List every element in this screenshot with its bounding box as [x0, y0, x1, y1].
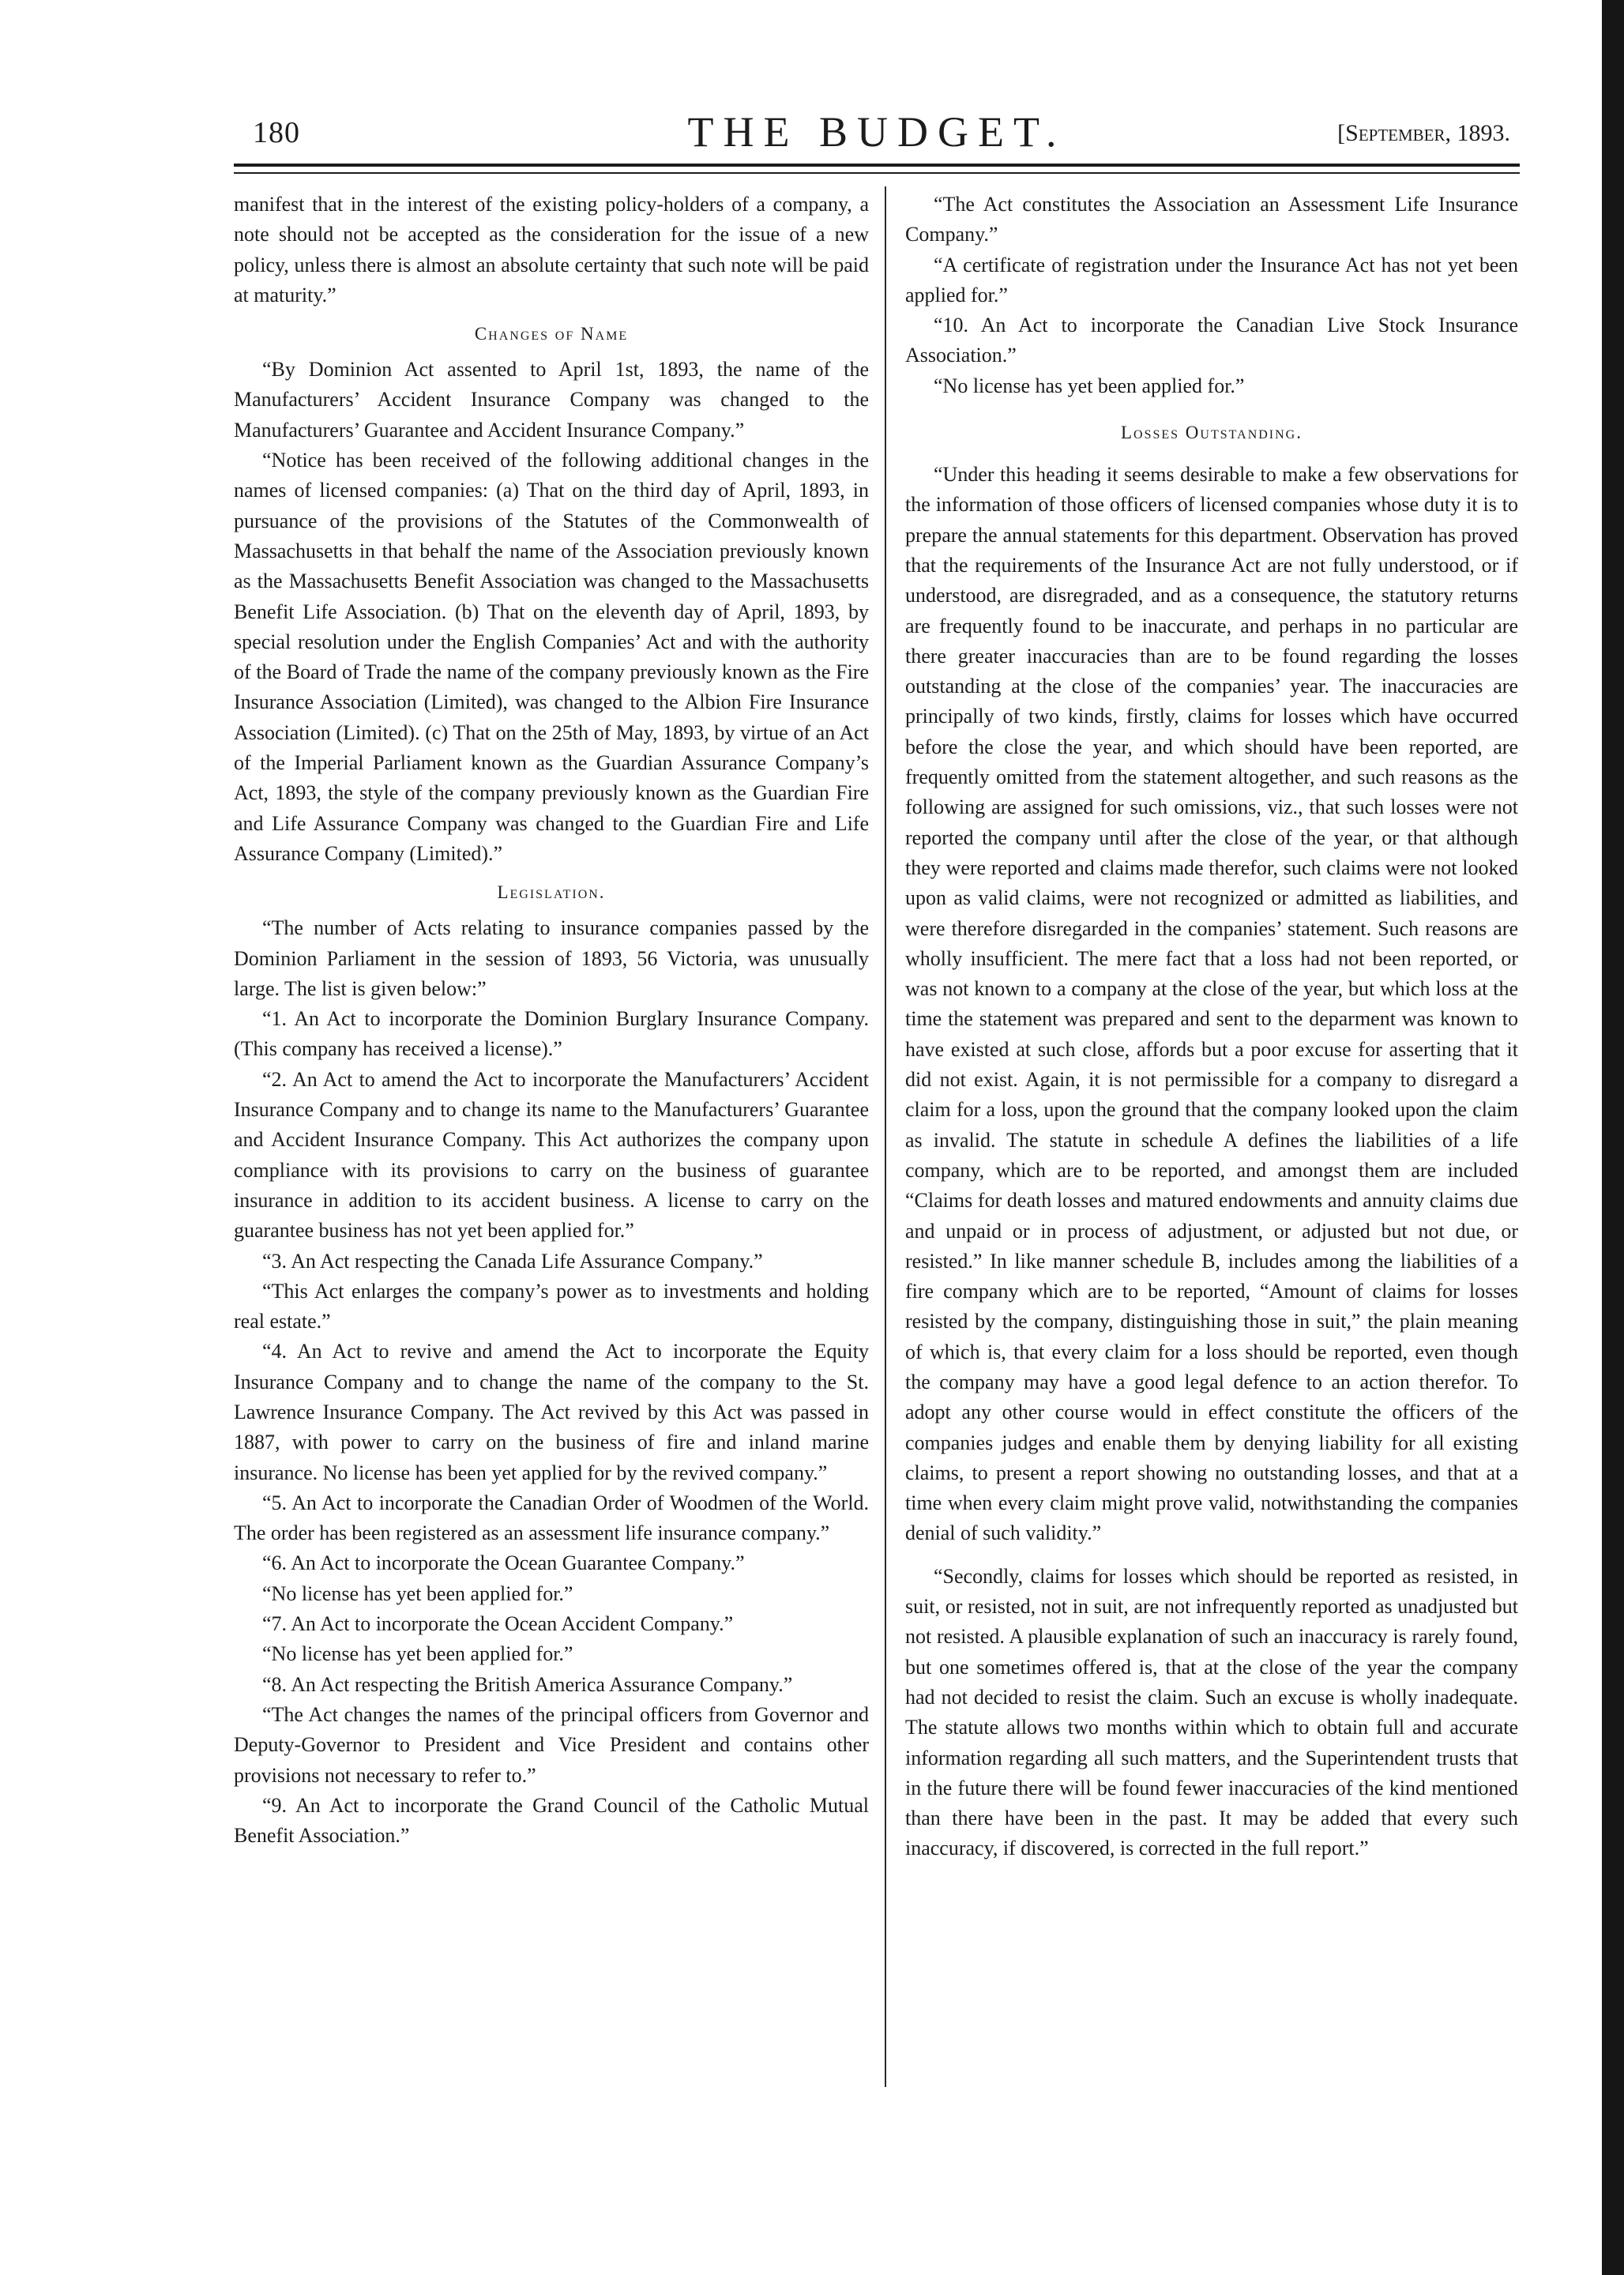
section-heading-changes-of-name: Changes of Name [474, 324, 629, 344]
paragraph: “8. An Act respecting the British America Assurance Company.” [262, 1672, 793, 1696]
header-rule-thick [234, 164, 1520, 167]
paragraph: “Notice has been received of the following additional changes in the names of licensed companies: (a) That on the third day of April, 1893, in pursuance of the provisions of the Statutes of the Commonwealth of Massachusetts in that behalf the name of the Association previously known as the Massachusetts Benefit Association was changed to the Massachusetts Benefit Life Association. (b) That on the eleventh day of April, 1893, by special resolution under the English Companies’ Act and with the authority of the Board of Trade the name of the company previously known as the Fire Insurance Association (Limited), was changed to the Albion Fire Insurance Association (Limited). (c) That on the 25th of May, 1893, by virtue of an Act of the Imperial Parliament known as the Guardian Assurance Company’s Act, 1893, the style of the company previously known as the Guardian Fire and Life Assurance Company was changed to the Guardian Fire and Life Assurance Company (Limited).” [234, 449, 869, 865]
header-rule-thin [234, 172, 1520, 174]
paragraph: “7. An Act to incorporate the Ocean Accident Company.” [262, 1612, 734, 1636]
paragraph: “9. An Act to incorporate the Grand Council of the Catholic Mutual Benefit Association.” [234, 1793, 869, 1848]
paragraph: “The Act changes the names of the principal officers from Governor and Deputy-Governor to President and Vice President and contains other provisions not necessary to refer to.” [234, 1702, 869, 1787]
paragraph: “No license has yet been applied for.” [262, 1581, 573, 1605]
paragraph: “2. An Act to amend the Act to incorporate the Manufacturers’ Accident Insurance Company and to change its name to the Manufacturers’ Guarantee and Accident Insurance Company. This Act authorizes the company upon compliance with its provisions to carry on the business of guarantee insurance in addition to its accident business. A license to carry on the guarantee business has not yet been applied for.” [234, 1067, 869, 1243]
scan-edge-strip [1602, 0, 1624, 2275]
page-number: 180 [253, 116, 300, 149]
paragraph: “The number of Acts relating to insurance companies passed by the Dominion Parliament in the session of 1893, 56 Victoria, was unusually large. The list is given below:” [234, 916, 869, 1000]
paragraph: “No license has yet been applied for.” [934, 374, 1245, 397]
paragraph: “3. An Act respecting the Canada Life Assurance Company.” [262, 1249, 763, 1273]
page-header [234, 107, 1520, 171]
paragraph: “Secondly, claims for losses which should be reported as resisted, in suit, or resisted, not in suit, are not infrequently reported as unadjusted but not resisted. A plausible explanation of such an inaccuracy is rarely found, but one sometimes offered is, that at the close of the year the company had not decided to resist the claim. Such an excuse is wholly inadequate. The statute allows two months within which to obtain full and accurate information regarding all such matters, and the Superintendent trusts that in the future there will be found fewer inaccuracies of the kind mentioned than there have been in the past. It may be added that every such inaccuracy, if discovered, is corrected in the full report.” [905, 1564, 1518, 1860]
paragraph: “4. An Act to revive and amend the Act to incorporate the Equity Insurance Company and to change the name of the company to the St. Lawrence Insurance Company. The Act revived by this Act was passed in 1887, with power to carry on the business of fire and inland marine insurance. No license has been yet applied for by the revived company.” [234, 1340, 869, 1484]
paragraph: “This Act enlarges the company’s power as to investments and holding real estate.” [234, 1279, 869, 1333]
right-column [905, 190, 1518, 1864]
paragraph: “10. An Act to incorporate the Canadian Live Stock Insurance Association.” [905, 314, 1518, 367]
paragraph: “By Dominion Act assented to April 1st, 1893, the name of the Manufacturers’ Accident Insurance Company was changed to the Manufacturers’ Guarantee and Accident Insurance Company.” [234, 358, 869, 442]
column-divider [885, 186, 886, 2087]
paragraph: “5. An Act to incorporate the Canadian Order of Woodmen of the World. The order has been registered as an assessment life insurance company.” [234, 1491, 869, 1545]
section-heading-legislation: Legislation. [497, 882, 606, 903]
paragraph: “1. An Act to incorporate the Dominion Burglary Insurance Company. (This company has received a license).” [234, 1007, 869, 1061]
masthead-title: THE BUDGET. [687, 108, 1066, 156]
paragraph: “No license has yet been applied for.” [262, 1642, 573, 1666]
paragraph: “6. An Act to incorporate the Ocean Guarantee Company.” [262, 1551, 745, 1575]
issue-date: [September, 1893. [1337, 120, 1510, 146]
paragraph: “Under this heading it seems desirable to make a few observations for the information of those officers of licensed companies whose duty it is to prepare the annual statements for this department. Observation has proved that the requirements of the Insurance Act are not fully understood, or if understood, are disregraded, and as a consequence, the statutory returns are frequently found to be inaccurate, and perhaps in no particular are there greater inaccuracies than are to be found regarding the losses outstanding at the close of the companies’ year. The inaccuracies are principally of two kinds, firstly, claims for losses which have occurred before the close the year, and which should have been reported, are frequently omitted from the statement altogether, and such reasons as the following are assigned for such omissions, viz., that such losses were not reported the company until after the close of the year, or that although they were reported and claims made therefor, such claims were not looked upon as valid claims, were not recognized or admitted as liabilities, and were therefore disregarded in the companies’ statement. Such reasons are wholly insufficient. The mere fact that a loss had not been reported, or was not known to a company at the close of the year, but which loss at the time the statement was prepared and sent to the deparment was known to have existed at such close, affords but a poor excuse for asserting that it did not exist. Again, it is not permissible for a company to disregard a claim for a loss, upon the ground that the company looked upon the claim as invalid. The statute in schedule A defines the liabilities of a life company, which are to be reported, and amongst them are included “Claims for death losses and matured endowments and annuity claims due and unpaid or in process of adjustment, or adjusted but not due, or resisted.” In like manner schedule B, includes among the liabilities of a fire company which are to be reported, “Amount of claims for losses resisted by the company, distinguishing those in suit,” the plain meaning of which is, that every claim for a loss should be reported, even though the company may have a good legal defence to an action therefor. To adopt any other course would in effect constitute the officers of the companies judges and enable them by denying liability for all existing claims, to present a report showing no outstanding losses, and that at a time when every claim might prove valid, notwithstanding the companies denial of such validity.” [905, 463, 1518, 1545]
paragraph: “The Act constitutes the Association an Assessment Life Insurance Company.” [905, 193, 1518, 246]
left-column [234, 190, 869, 1851]
paragraph: manifest that in the interest of the existing policy-holders of a company, a note should not be accepted as the consideration for the issue of a new policy, unless there is almost an absolute certainty that such note will be paid at maturity.” [234, 193, 869, 306]
paragraph: “A certificate of registration under the Insurance Act has not yet been applied for.” [905, 253, 1518, 306]
section-heading-losses-outstanding: Losses Outstanding. [1120, 423, 1303, 443]
